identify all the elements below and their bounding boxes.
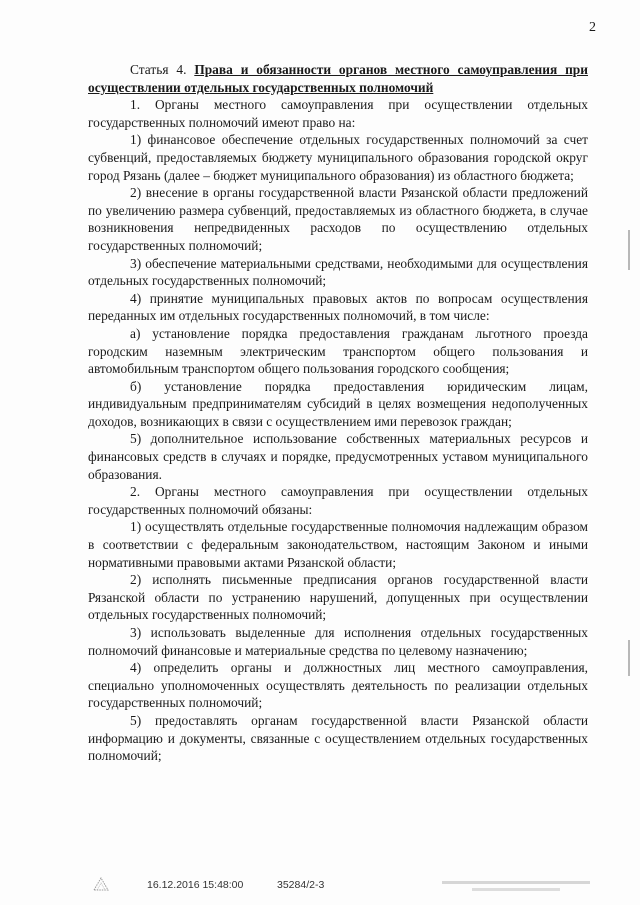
paragraph: 2) внесение в органы государственной власти Рязанской области предложений по увеличению размера субвенций, предоставляемых из областного бюджета, в случае возникновения непредвиденных расходов по осуществлению отдельных государственных полномочий; <box>88 185 588 253</box>
paragraph: 3) обеспечение материальными средствами, необходимыми для осуществления отдельных государственных полномочий; <box>88 255 588 289</box>
paragraph: б) установление порядка предоставления юридическим лицам, индивидуальным предпринимателям субсидий в целях возмещения недополученных доходов, возникающих в связи с осуществлением ими перевозок граждан; <box>88 378 588 429</box>
page-footer <box>0 879 640 899</box>
article-title: Права и обязанности органов местного самоуправления при осуществлении отдельных государственных полномочий <box>88 62 588 95</box>
paragraph: 4) определить органы и должностных лиц местного самоуправления, специально уполномоченных осуществлять деятельность по реализации отдельных государственных полномочий; <box>88 660 588 711</box>
paragraph: 5) дополнительное использование собственных материальных ресурсов и финансовых средств в случаях и порядке, предусмотренных уставом муниципального образования. <box>88 431 588 482</box>
paragraph: 1) осуществлять отдельные государственные полномочия надлежащим образом в соответствии с федеральным законодательством, настоящим Законом и иными нормативными правовыми актами Рязанской области; <box>88 519 588 570</box>
scan-edge-mark <box>628 230 630 270</box>
page-number: 2 <box>589 20 596 35</box>
paragraph: 2. Органы местного самоуправления при осуществлении отдельных государственных полномочий обязаны: <box>88 484 588 517</box>
paragraph: а) установление порядка предоставления гражданам льготного проезда городским наземным электрическим транспортом общего пользования и автомобильным транспортом общего пользования городского сообщения; <box>88 325 588 377</box>
paragraph: 4) принятие муниципальных правовых актов по вопросам осуществления переданных им отдельных государственных полномочий, в том числе: <box>88 290 588 324</box>
paragraph: 2) исполнять письменные предписания органов государственной власти Рязанской области по устранению нарушений, допущенных при осуществлении отдельных государственных полномочий; <box>88 572 588 623</box>
faded-mark-graphic <box>442 879 592 897</box>
article-label: Статья 4. <box>130 62 187 77</box>
footer-doc-number: 35284/2-3 <box>277 879 325 891</box>
paragraph: 3) использовать выделенные для исполнения отдельных государственных полномочий финансовые и материальные средства по целевому назначению; <box>88 625 588 658</box>
document-body <box>88 61 588 765</box>
paragraph: 1. Органы местного самоуправления при осуществлении отдельных государственных полномочий имеют право на: <box>88 97 588 130</box>
article-heading <box>88 61 588 96</box>
paragraph: 5) предоставлять органам государственной власти Рязанской области информацию и документы, связанные с осуществлением отдельных государственных полномочий; <box>88 712 588 764</box>
scan-edge-mark <box>628 640 630 676</box>
footer-timestamp: 16.12.2016 15:48:00 <box>147 879 244 891</box>
faded-registration-mark <box>442 879 592 899</box>
seal-stamp-icon <box>92 875 110 893</box>
paragraph: 1) финансовое обеспечение отдельных государственных полномочий за счет субвенций, предоставляемых бюджету муниципального образования городской округ город Рязань (далее – бюджет муниципального образования) из областного бюджета; <box>88 132 588 183</box>
